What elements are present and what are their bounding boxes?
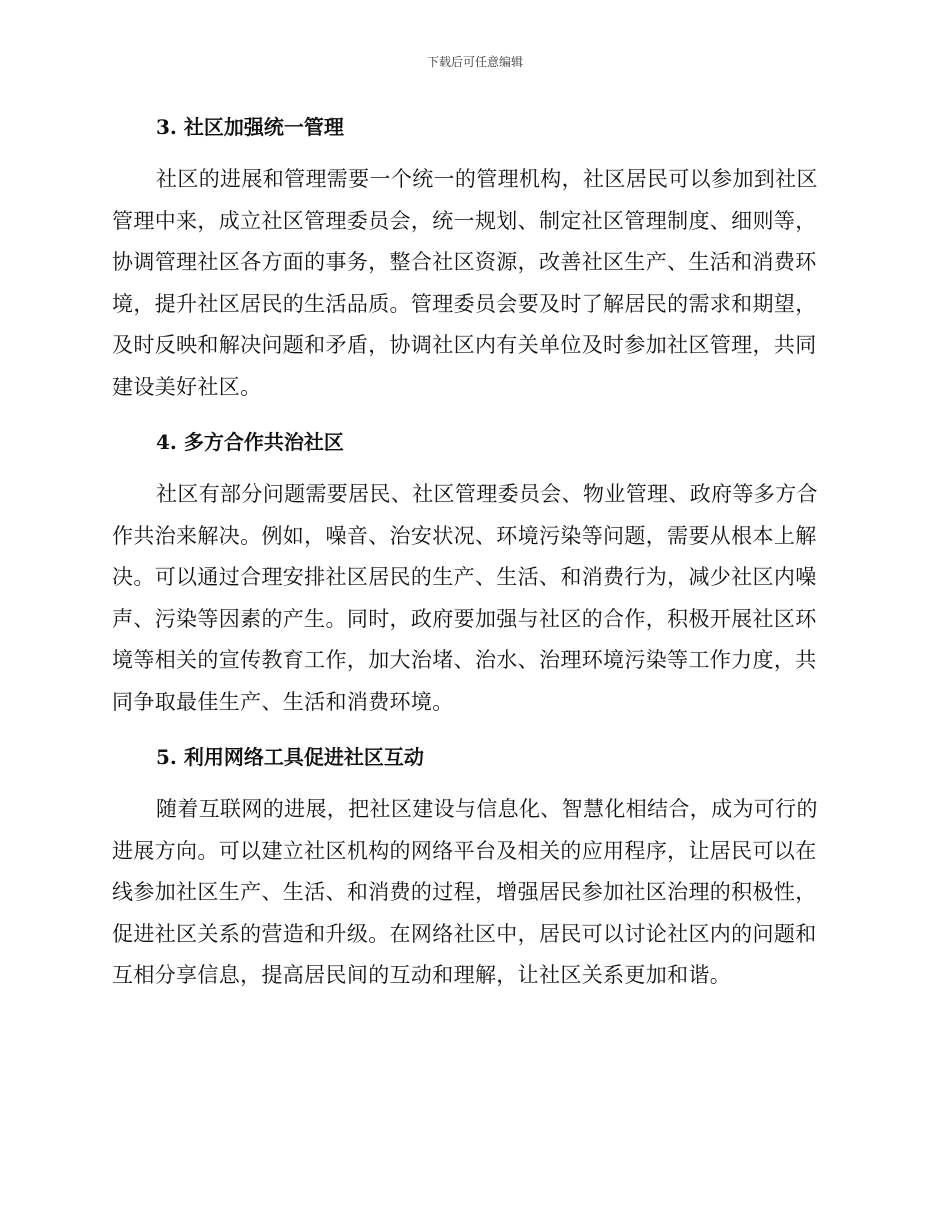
section-heading: 5. 利用网络工具促进社区互动 xyxy=(156,745,424,769)
text-line: 境等相关的宣传教育工作，加大治堵、治水、治理环境污染等工作力度，共 xyxy=(112,648,817,672)
document-body xyxy=(112,106,832,1010)
text-line: 境，提升社区居民的生活品质。管理委员会要及时了解居民的需求和期望， xyxy=(112,291,817,316)
header-note: 下载后可任意编辑 xyxy=(426,55,523,69)
paragraph xyxy=(112,159,832,408)
text-line: 线参加社区生产、生活、和消费的过程，增强居民参加社区治理的积极性， xyxy=(112,880,817,904)
text-line: 管理中来，成立社区管理委员会，统一规划、制定社区管理制度、细则等， xyxy=(112,208,817,233)
section-3 xyxy=(112,106,832,408)
text-line: 建设美好社区。 xyxy=(112,374,262,399)
paragraph xyxy=(112,474,832,723)
text-line: 社区的进展和管理需要一个统一的管理机构，社区居民可以参加到社区 xyxy=(156,167,818,191)
paragraph xyxy=(112,789,832,997)
text-line: 作共治来解决。例如，噪音、治安状况、环境污染等问题，需要从根本上解 xyxy=(112,523,817,548)
text-line: 决。可以通过合理安排社区居民的生产、生活、和消费行为，减少社区内噪 xyxy=(112,565,817,589)
section-5 xyxy=(112,736,832,997)
text-line: 声、污染等因素的产生。同时，政府要加强与社区的合作，积极开展社区环 xyxy=(112,606,817,631)
text-line: 社区有部分问题需要居民、社区管理委员会、物业管理、政府等多方合 xyxy=(156,482,818,506)
text-line: 互相分享信息，提高居民间的互动和理解，让社区关系更加和谐。 xyxy=(112,963,732,987)
text-line: 进展方向。可以建立社区机构的网络平台及相关的应用程序，让居民可以在 xyxy=(112,838,817,863)
section-heading: 4. 多方合作共治社区 xyxy=(156,430,344,454)
section-heading: 3. 社区加强统一管理 xyxy=(156,115,344,139)
text-line: 随着互联网的进展，把社区建设与信息化、智慧化相结合，成为可行的 xyxy=(156,797,818,821)
text-line: 及时反映和解决问题和矛盾，协调社区内有关单位及时参加社区管理，共同 xyxy=(112,333,817,357)
text-line: 协调管理社区各方面的事务，整合社区资源，改善社区生产、生活和消费环 xyxy=(112,250,817,274)
text-line: 促进社区关系的营造和升级。在网络社区中，居民可以讨论社区内的问题和 xyxy=(112,921,817,946)
text-line: 同争取最佳生产、生活和消费环境。 xyxy=(112,689,454,714)
section-4 xyxy=(112,421,832,723)
